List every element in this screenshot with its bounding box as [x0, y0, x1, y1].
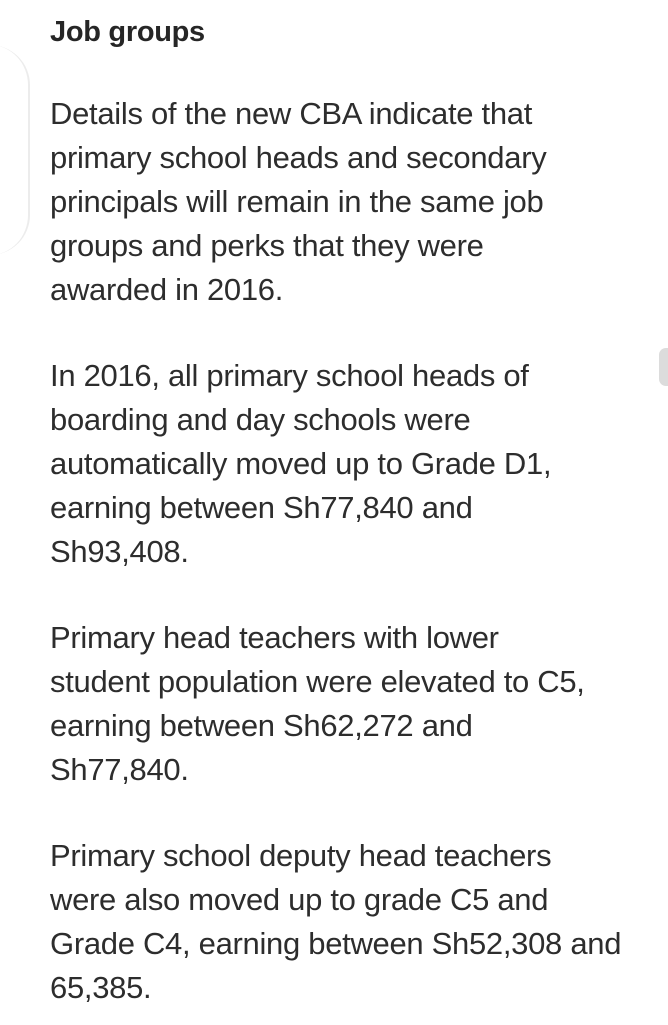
section-heading: Job groups: [50, 16, 205, 48]
article-body: [50, 12, 662, 1010]
paragraph-head-teachers: Primary head teachers with lower student population were elevated to C5, earning between Sh62,272 and Sh77,840.: [50, 620, 585, 787]
left-edge-handle: [0, 45, 30, 255]
paragraph-cba-details: Details of the new CBA indicate that primary school heads and secondary principals will remain in the same job groups and perks that they were awarded in 2016.: [50, 96, 547, 307]
paragraph-deputy-heads: Primary school deputy head teachers were also moved up to grade C5 and Grade C4, earning between Sh52,308 and 65,385.: [50, 838, 622, 1005]
paragraph-2016-grades: In 2016, all primary school heads of boarding and day schools were automatically moved up to Grade D1, earning between Sh77,840 and Sh93,408.: [50, 358, 552, 569]
